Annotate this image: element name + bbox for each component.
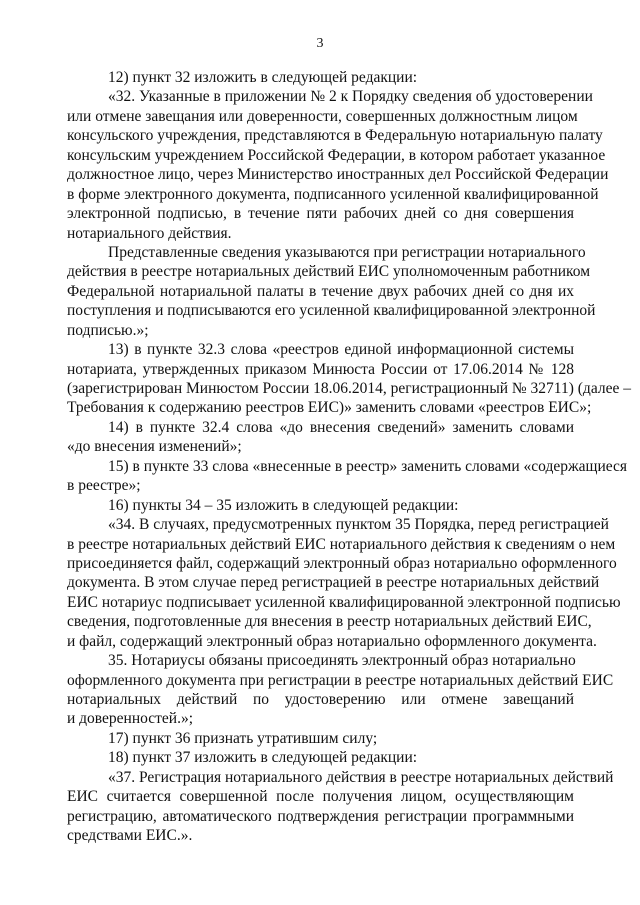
text-line: нотариата, утвержденных приказом Минюста России от 17.06.2014 № 128: [67, 360, 574, 378]
text-line: (зарегистрирован Минюстом России 18.06.2014, регистрационный № 32711) (далее –: [67, 380, 631, 397]
text-line: средствами ЕИС.».: [67, 827, 193, 845]
text-line: документа. В этом случае перед регистрацией в реестре нотариальных действий: [67, 574, 600, 592]
text-line: 18) пункт 37 изложить в следующей редакции:: [108, 749, 418, 767]
paragraph: [67, 243, 596, 340]
text-line: и доверенностей.»;: [67, 710, 194, 728]
paragraph: [67, 87, 609, 243]
text-line: действия в реестре нотариальных действий ЕИС уполномоченным работником: [67, 263, 591, 281]
text-line: поступления и подписываются его усиленной квалифицированной электронной: [67, 302, 596, 320]
paragraph: [67, 768, 614, 846]
text-line: в реестре»;: [67, 477, 141, 495]
text-line: 17) пункт 36 признать утратившим силу;: [108, 729, 378, 747]
paragraph: [67, 651, 614, 729]
paragraph: [67, 748, 574, 767]
paragraph: [67, 457, 628, 496]
paragraph: [67, 496, 574, 515]
text-line: «32. Указанные в приложении № 2 к Порядку сведения об удостоверении: [108, 88, 593, 106]
paragraph: [67, 418, 574, 457]
page-number: 3: [316, 36, 324, 51]
text-line: 35. Нотариусы обязаны присоединять электронный образ нотариально: [108, 652, 576, 670]
text-line: консульским учреждением Российской Федерации, в котором работает указанное: [67, 146, 606, 164]
text-line: 12) пункт 32 изложить в следующей редакции:: [108, 69, 418, 86]
text-line: 15) в пункте 33 слова «внесенные в реестр» заменить словами «содержащиеся: [108, 457, 628, 475]
text-line: регистрацию, автоматического подтверждения регистрации программными: [67, 807, 574, 825]
text-line: ЕИС считается совершенной после получения лицом, осуществляющим: [67, 788, 574, 806]
text-line: «34. В случаях, предусмотренных пунктом 35 Порядка, перед регистрацией: [108, 516, 609, 534]
text-line: Представленные сведения указываются при регистрации нотариального: [108, 243, 586, 261]
text-line: электронной подписью, в течение пяти рабочих дней со дня совершения: [67, 205, 574, 223]
text-line: 13) в пункте 32.3 слова «реестров единой информационной системы: [108, 341, 574, 359]
paragraph: [67, 68, 574, 87]
text-line: должностное лицо, через Министерство иностранных дел Российской Федерации: [67, 166, 609, 184]
text-line: сведения, подготовленные для внесения в реестр нотариальных действий ЕИС,: [67, 613, 592, 631]
text-line: 16) пункты 34 – 35 изложить в следующей редакции:: [108, 496, 459, 514]
document-body: [67, 68, 631, 846]
paragraph: [67, 340, 631, 418]
text-line: нотариального действия.: [67, 224, 232, 242]
text-line: или отмене завещания или доверенности, совершенных должностным лицом: [67, 107, 578, 125]
text-line: оформленного документа при регистрации в реестре нотариальных действий ЕИС: [67, 671, 614, 689]
text-line: «до внесения изменений»;: [67, 438, 242, 456]
text-line: присоединяется файл, содержащий электронный образ нотариально оформленного: [67, 554, 617, 572]
text-line: консульского учреждения, представляются в Федеральную нотариальную палату: [67, 127, 603, 145]
text-line: 14) в пункте 32.4 слова «до внесения сведений» заменить словами: [108, 418, 574, 436]
paragraph: [67, 729, 574, 748]
text-line: «37. Регистрация нотариального действия в реестре нотариальных действий: [108, 768, 614, 786]
text-line: подписью.»;: [67, 321, 149, 339]
text-line: в форме электронного документа, подписанного усиленной квалифицированной: [67, 185, 599, 203]
text-line: Федеральной нотариальной палаты в течение двух рабочих дней со дня их: [67, 282, 574, 300]
paragraph: [67, 515, 621, 651]
text-line: в реестре нотариальных действий ЕИС нотариального действия к сведениям о нем: [67, 535, 616, 553]
text-line: и файл, содержащий электронный образ нотариально оформленного документа.: [67, 632, 597, 650]
text-line: Требования к содержанию реестров ЕИС)» заменить словами «реестров ЕИС»;: [67, 399, 592, 417]
text-line: ЕИС нотариус подписывает усиленной квалифицированной электронной подписью: [67, 593, 621, 611]
text-line: нотариальных действий по удостоверению или отмене завещаний: [67, 691, 574, 708]
